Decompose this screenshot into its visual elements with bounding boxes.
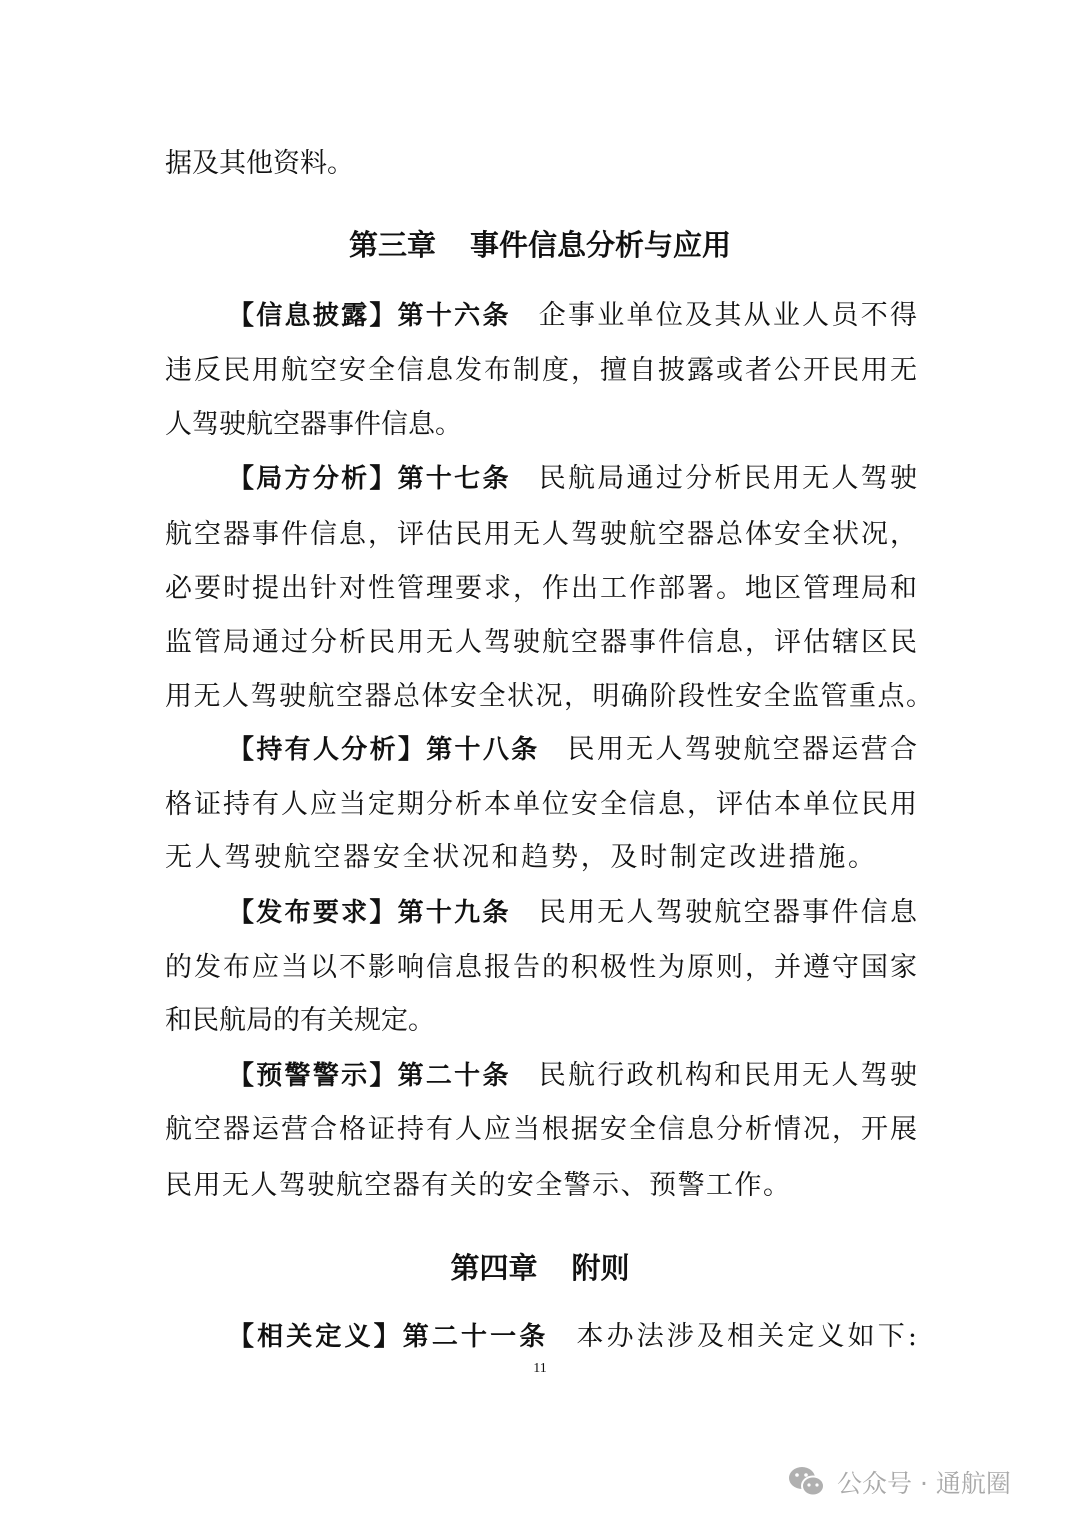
- article-18-line-3: 无人驾驶航空器安全状况和趋势，及时制定改进措施。: [165, 842, 875, 873]
- page-number: 11: [533, 1361, 547, 1376]
- article-17-line-1: [228, 459, 917, 499]
- article-17-line-3: 必要时提出针对性管理要求，作出工作部署。地区管理局和: [165, 573, 917, 604]
- chapter-title: 事件信息分析与应用: [470, 228, 732, 262]
- article-lead: 【预警警示】第二十条: [228, 1061, 511, 1091]
- article-lead: 【发布要求】第十九条: [228, 898, 511, 928]
- article-19-line-1: [228, 893, 917, 933]
- article-16-line-2: 违反民用航空安全信息发布制度，擅自披露或者公开民用无: [165, 355, 917, 386]
- article-lead: 【持有人分析】第十八条: [228, 735, 540, 765]
- article-20-line-3: 民用无人驾驶航空器有关的安全警示、预警工作。: [165, 1170, 790, 1201]
- article-17-line-5: 用无人驾驶航空器总体安全状况，明确阶段性安全监管重点。: [165, 681, 933, 712]
- article-lead: 【信息披露】第十六条: [228, 301, 511, 331]
- article-16-line-1: [228, 296, 917, 336]
- article-text: 民航行政机构和民用无人驾驶: [538, 1060, 917, 1091]
- chapter-4-heading: [0, 1248, 1080, 1288]
- article-lead: 【相关定义】第二十一条: [228, 1322, 549, 1352]
- chapter-3-heading: [0, 225, 1080, 265]
- watermark: [787, 1464, 1011, 1500]
- article-19-line-2: 的发布应当以不影响信息报告的积极性为原则，并遵守国家: [165, 952, 917, 983]
- article-17-line-4: 监管局通过分析民用无人驾驶航空器事件信息，评估辖区民: [165, 627, 917, 658]
- article-text: 本办法涉及相关定义如下:: [576, 1321, 917, 1352]
- chapter-number: 第三章: [348, 228, 436, 262]
- watermark-text: 公众号 · 通航圈: [837, 1469, 1011, 1498]
- article-20-line-2: 航空器运营合格证持有人应当根据安全信息分析情况，开展: [165, 1114, 917, 1145]
- article-19-line-3: 和民航局的有关规定。: [165, 1005, 435, 1036]
- wechat-icon: [787, 1465, 827, 1499]
- article-20-line-1: [228, 1056, 917, 1096]
- chapter-number: 第四章: [450, 1251, 538, 1285]
- article-lead: 【局方分析】第十七条: [228, 464, 511, 494]
- article-18-line-1: [228, 730, 917, 770]
- article-text: 民航局通过分析民用无人驾驶: [538, 463, 917, 494]
- article-17-line-2: 航空器事件信息，评估民用无人驾驶航空器总体安全状况，: [165, 519, 917, 550]
- article-18-line-2: 格证持有人应当定期分析本单位安全信息，评估本单位民用: [165, 789, 917, 820]
- chapter-title: 附则: [571, 1251, 630, 1285]
- article-text: 民用无人驾驶航空器运营合: [567, 734, 917, 765]
- article-text: 企事业单位及其从业人员不得: [538, 300, 917, 331]
- article-text: 民用无人驾驶航空器事件信息: [538, 897, 917, 928]
- continuation-text: 据及其他资料。: [165, 148, 354, 179]
- article-16-line-3: 人驾驶航空器事件信息。: [165, 409, 462, 440]
- article-21-line-1: [228, 1317, 917, 1357]
